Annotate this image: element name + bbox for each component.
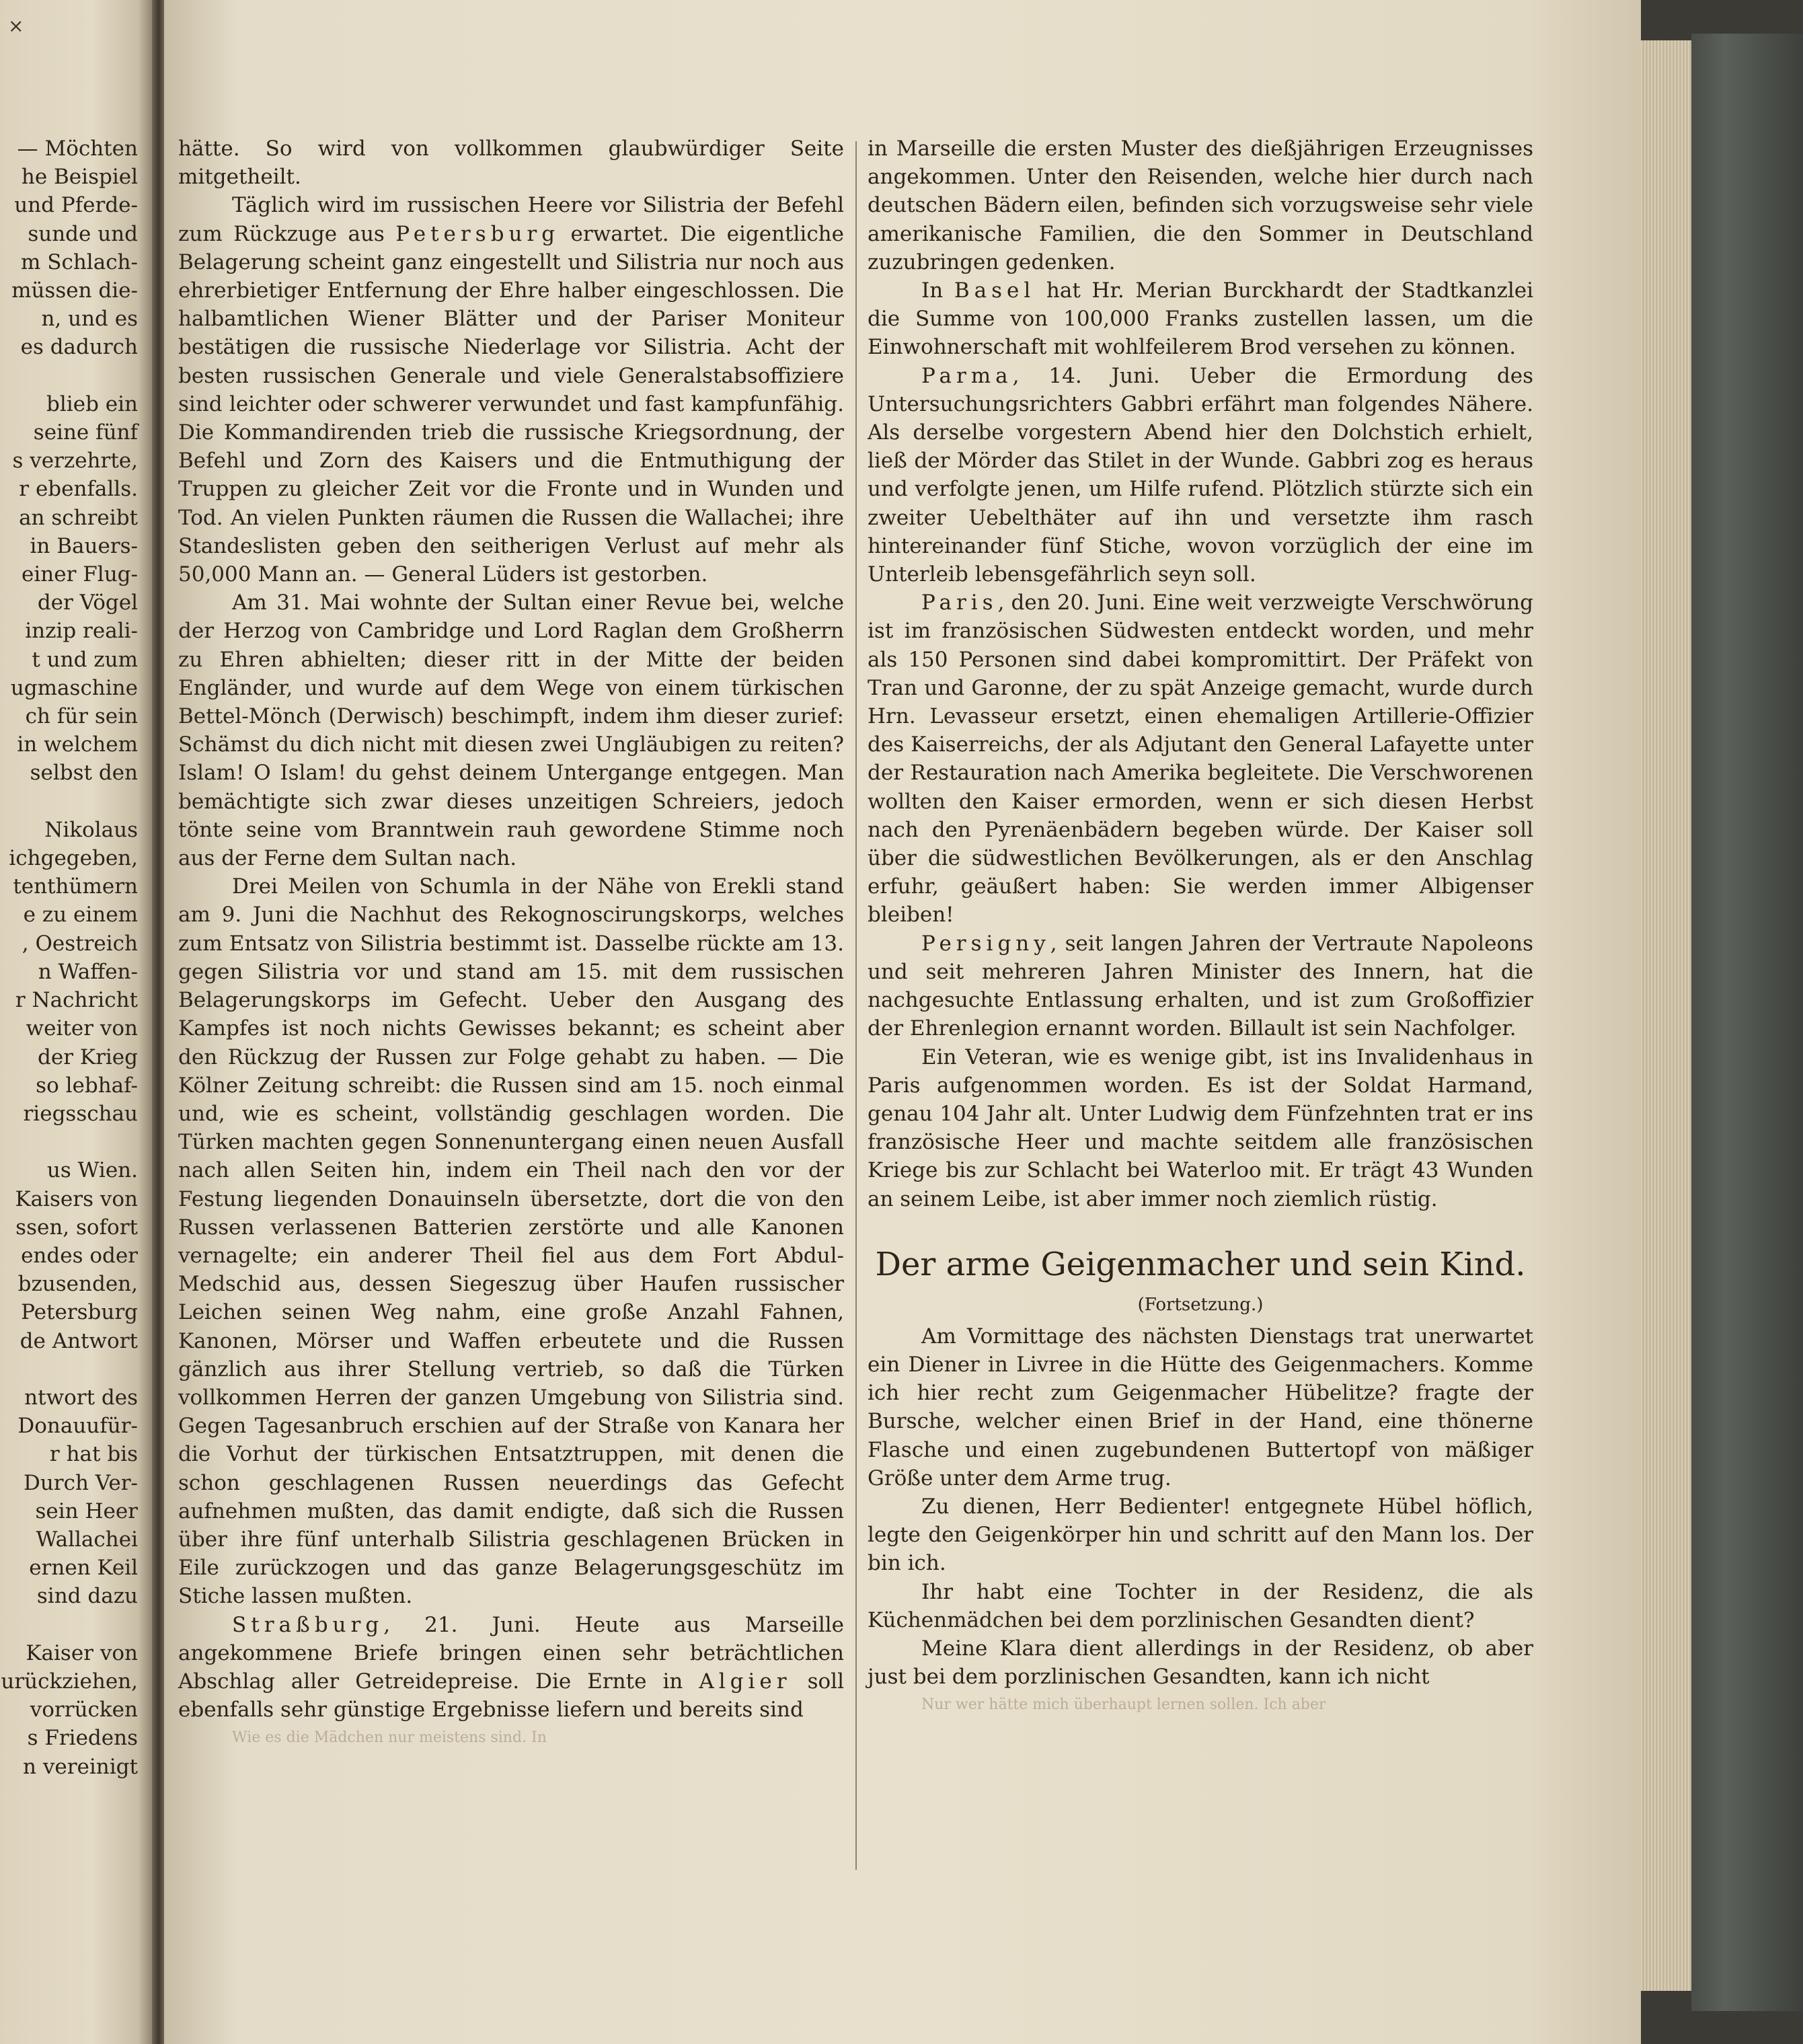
left-page-text-fragments <box>0 135 138 1781</box>
left-fragment-line: der Vögel <box>37 591 138 615</box>
left-fragment-line: s verzehrte, <box>12 449 138 474</box>
left-fragment-line: ssen, sofort <box>15 1215 138 1240</box>
book-gutter <box>152 0 165 2044</box>
left-fragment-line: sein Heer <box>35 1499 138 1523</box>
left-fragment-line: de Antwort <box>20 1328 138 1353</box>
left-fragment-line: in welchem <box>17 732 138 757</box>
left-fragment-line: bzusenden, <box>17 1272 138 1297</box>
article-paragraph: Am 31. Mai wohnte der Sultan einer Revue bei, welche der Herzog von Cambridge und Lord Raglan dem Großherrn zu Ehren abhielten; dieser ritt in der Mitte der beiden Engländer, und wurde auf dem Wege von einem türkischen Bettel-Mönch (Derwisch) beschimpft, indem ihm dieser zurief: Schämst du dich nicht mit diesen zwei Ungläubigen zu reiten? Islam! O Islam! du gehst deinem Untergange entgegen. Man bemächtigte sich zwar dieses unzeitigen Schreiers, jedoch tönte seine vom Branntwein rauh gewordene Stimme noch aus der Ferne dem Sultan nach. <box>178 591 844 871</box>
article-paragraph: Drei Meilen von Schumla in der Nähe von Erekli stand am 9. Juni die Nachhut des Rekognoscirungskorps, welches zum Entsatz von Silistria bestimmt ist. Dasselbe rückte am 13. gegen Silistria vor und stand am 15. mit dem russischen Belagerungskorps im Gefecht. Ueber den Ausgang des Kampfes ist noch nichts Gewisses bekannt; es scheint aber den Rückzug der Russen zur Folge gehabt zu haben. — Die Kölner Zeitung schreibt: die Russen sind am 15. noch einmal und, wie es scheint, vollständig geschlagen worden. Die Türken machten gegen Sonnenuntergang einen neuen Ausfall nach allen Seiten hin, indem ein Theil nach den vor der Festung liegenden Donauinseln übersetzte, dort die von den Russen verlassenen Batterien zerstörte und alle Kanonen vernagelte; ein anderer Theil fiel aus dem Fort Abdul-Medschid aus, dessen Siegeszug über Haufen russischer Leichen seinen Weg nahm, eine große Anzahl Fahnen, Kanonen, Mörser und Waffen erbeutete und die Russen gänzlich aus ihrer Stellung vertrieb, so daß die Türken vollkommen Herren der ganzen Umgebung von Silistria sind. Gegen Tagesanbruch erschien auf der Straße von Kanara her die Vorhut der türkischen Entsatztruppen, mit denen die schon geschlagenen Russen neuerdings das Gefecht aufnehmen mußten, das damit endigte, daß sich die Russen über ihre fünf unterhalb Silistria geschlagenen Brücken in Eile zurückzogen und das ganze Belagerungsgeschütz im Stiche lassen mußten. <box>178 874 844 1609</box>
story-subheading: (Fortsetzung.) <box>1137 1294 1264 1315</box>
left-fragment-line: ichgegeben, <box>9 846 138 871</box>
article-paragraph: Parma, 14. Juni. Ueber die Ermordung des Untersuchungsrichters Gabbri erfährt man folgendes Nähere. Als derselbe vorgestern Abend hier den Dolchstich erhielt, ließ der Mörder das Stilet in der Wunde. Gabbri zog es heraus und verfolgte jenen, um Hilfe rufend. Plötzlich stürzte sich ein zweiter Uebelthäter auf ihn und versetzte ihm rasch hintereinander fünf Stiche, wovon vorzüglich der eine im Unterleib lebensgefährlich seyn soll. <box>868 363 1533 587</box>
left-fragment-line: urückziehen, <box>1 1669 138 1694</box>
book-cover <box>1691 34 1803 2011</box>
left-fragment-line: n vereinigt <box>23 1754 138 1779</box>
article-paragraph: Straßburg, 21. Juni. Heute aus Marseille angekommene Briefe bringen einen sehr beträchtlichen Abschlag aller Getreidepreise. Die Ernte in Algier soll ebenfalls sehr günstige Ergebnisse liefern und bereits sind <box>178 1612 844 1723</box>
left-fragment-line: m Schlach- <box>20 250 138 274</box>
left-fragment-line: r ebenfalls. <box>19 477 138 502</box>
left-fragment-line: he Beispiel <box>21 165 138 190</box>
left-fragment-line: Wallachei <box>36 1527 138 1552</box>
article-paragraph: Persigny, seit langen Jahren der Vertraute Napoleons und seit mehreren Jahren Minister des Innern, hat die nachgesuchte Entlassung erhalten, und ist zum Großoffizier der Ehrenlegion ernannt worden. Billault ist sein Nachfolger. <box>868 931 1533 1041</box>
left-fragment-line: und Pferde- <box>14 193 138 218</box>
left-page <box>0 0 153 2044</box>
left-fragment-line: ernen Keil <box>29 1556 138 1581</box>
article-paragraph: Paris, den 20. Juni. Eine weit verzweigte Verschwörung ist im französischen Südwesten entdeckt worden, und mehr als 150 Personen sind dabei kompromittirt. Der Präfekt von Tran und Garonne, der zu spät Anzeige gemacht, wurde durch Hrn. Levasseur ersetzt, einen ehemaligen Artillerie-Offizier des Kaiserreichs, der als Adjutant den General Lafayette unter der Restauration nach Amerika begleitete. Die Verschworenen wollten den Kaiser ermorden, wenn er sich diesen Herbst nach den Pyrenäenbädern begeben würde. Der Kaiser soll über die südwestlichen Bevölkerungen, als er den Anschlag erfuhr, geäußert haben: Sie werden immer Albigenser bleiben! <box>868 591 1533 928</box>
left-fragment-line: inzip reali- <box>25 619 138 644</box>
article-paragraph: hätte. So wird von vollkommen glaubwürdiger Seite mitgetheilt. <box>178 137 844 190</box>
left-fragment-line: blieb ein <box>46 391 138 416</box>
city-basel: Basel <box>954 278 1036 303</box>
left-fragment-line <box>0 1355 138 1384</box>
column-rule <box>855 141 857 1870</box>
left-fragment-line: vorrücken <box>30 1698 138 1723</box>
left-fragment-line: t und zum <box>32 647 138 672</box>
article-paragraph: In Basel hat Hr. Merian Burckhardt der Stadtkanzlei die Summe von 100,000 Franks zustellen lassen, um die Einwohnerschaft mit wohlfeilerem Brod versehen zu können. <box>868 278 1533 360</box>
left-fragment-line: sind dazu <box>36 1584 138 1609</box>
left-fragment-line: Nikolaus <box>44 817 138 842</box>
story-paragraph: Ihr habt eine Tochter in der Residenz, die als Küchenmädchen bei dem porzlinischen Gesandten dient? <box>868 1579 1533 1632</box>
left-fragment-line: ugmaschine <box>10 675 138 700</box>
story-paragraph: Zu dienen, Herr Bedienter! entgegnete Hübel höflich, legte den Geigenkörper hin und schritt auf den Mann los. Der bin ich. <box>868 1494 1533 1576</box>
left-fragment-line <box>0 362 138 390</box>
article-paragraph: in Marseille die ersten Muster des dießjährigen Erzeugnisses angekommen. Unter den Reisenden, welche hier durch nach deutschen Bädern eilen, befinden sich vorzugsweise sehr viele amerikanische Familien, die den Sommer in Deutschland zuzubringen gedenken. <box>868 137 1533 274</box>
column-2 <box>868 135 1533 1720</box>
left-fragment-line: r Nachricht <box>15 988 138 1013</box>
left-fragment-line: der Krieg <box>38 1045 138 1069</box>
left-fragment-line: ntwort des <box>24 1385 138 1410</box>
left-fragment-line: us Wien. <box>46 1158 138 1183</box>
left-fragment-line <box>0 1128 138 1156</box>
city-strassburg: Straßburg <box>232 1612 384 1637</box>
left-fragment-line: Donauufür- <box>17 1414 138 1439</box>
name-persigny: Persigny <box>921 931 1050 956</box>
story-paragraph: Meine Klara dient allerdings in der Residenz, ob aber just bei dem porzlinischen Gesandten, kann ich nicht <box>868 1636 1533 1690</box>
left-fragment-line: Durch Ver- <box>23 1470 138 1495</box>
left-fragment-line: s Friedens <box>27 1726 138 1751</box>
left-fragment-line: weiter von <box>26 1016 138 1041</box>
left-fragment-line: — Möchten <box>17 137 138 161</box>
ink-mark: × <box>8 15 24 37</box>
left-fragment-line: einer Flug- <box>22 562 138 587</box>
left-fragment-line: endes oder <box>21 1243 138 1268</box>
story-paragraph: Am Vormittage des nächsten Dienstags trat unerwartet ein Diener in Livree in die Hütte des Geigenmachers. Komme ich hier recht zum Geigenmacher Hübelitze? fragte der Bursche, welcher einen Brief in der Hand, eine thönerne Flasche und einen zugebundenen Buttertopf von mäßiger Größe unter dem Arme trug. <box>868 1324 1533 1490</box>
left-fragment-line: Kaiser von <box>26 1640 138 1665</box>
place-algier: Algier <box>699 1669 792 1694</box>
left-fragment-line: tenthümern <box>13 874 138 899</box>
city-paris: Paris <box>921 591 998 615</box>
bleed-through-text: Nur wer hätte mich überhaupt lernen sollen. Ich aber <box>921 1696 1326 1714</box>
article-paragraph: Täglich wird im russischen Heere vor Silistria der Befehl zum Rückzuge aus Petersburg erwartet. Die eigentliche Belagerung scheint ganz eingestellt und Silistria nur noch aus ehrerbietiger Entfernung der Ehre halber eingeschlossen. Die halbamtlichen Wiener Blätter und der Pariser Moniteur bestätigen die russische Niederlage vor Silistria. Acht der besten russischen Generale und viele Generalstabsoffiziere sind leichter oder schwerer verwundet und fast kampfunfähig. Die Kommandirenden trieb die russische Kriegsordnung, der Befehl und Zorn des Kaisers und die Entmuthigung der Truppen zu gleicher Zeit vor die Fronte und in Wunden und Tod. An vielen Punkten räumen die Russen die Wallachei; ihre Standeslisten geben den seitherigen Verlust auf mehr als 50,000 Mann an. — General Lüders ist gestorben. <box>178 193 844 587</box>
left-fragment-line: selbst den <box>30 761 138 786</box>
left-fragment-line: in Bauers- <box>30 533 138 558</box>
left-fragment-line: müssen die- <box>11 278 138 303</box>
column-1 <box>178 135 844 1753</box>
left-fragment-line: es dadurch <box>20 335 138 360</box>
left-fragment-line: ch für sein <box>25 704 138 729</box>
left-fragment-line: n, und es <box>41 307 138 332</box>
left-fragment-line: an schreibt <box>19 505 138 530</box>
left-fragment-line: r hat bis <box>49 1442 138 1467</box>
article-paragraph: Ein Veteran, wie es wenige gibt, ist ins Invalidenhaus in Paris aufgenommen worden. Es ist der Soldat Harmand, genau 104 Jahr alt. Unter Ludwig dem Fünfzehnten trat er ins französische Heer und machte seitdem alle französischen Kriege bis zur Schlacht bei Waterloo mit. Er trägt 43 Wunden an seinem Leibe, ist aber immer noch ziemlich rüstig. <box>868 1045 1533 1211</box>
page-edges <box>1641 40 1691 1991</box>
left-fragment-line <box>0 788 138 816</box>
left-fragment-line: seine fünf <box>33 420 138 445</box>
left-fragment-line: sunde und <box>28 221 138 246</box>
left-fragment-line: riegsschau <box>23 1101 138 1126</box>
city-parma: Parma <box>921 363 1013 388</box>
left-fragment-line: Kaisers von <box>15 1186 138 1211</box>
city-petersburg: Petersburg <box>395 221 560 246</box>
story-heading: Der arme Geigenmacher und sein Kind. <box>875 1245 1526 1283</box>
left-fragment-line: Petersburg <box>21 1300 138 1325</box>
left-fragment-line: n Waffen- <box>38 959 138 984</box>
left-fragment-line: e zu einem <box>23 903 138 928</box>
left-fragment-line <box>0 1611 138 1639</box>
bleed-through-text: Wie es die Mädchen nur meistens sind. In <box>232 1729 547 1747</box>
left-fragment-line: , Oestreich <box>22 931 138 956</box>
left-fragment-line: so lebhaf- <box>36 1073 138 1098</box>
